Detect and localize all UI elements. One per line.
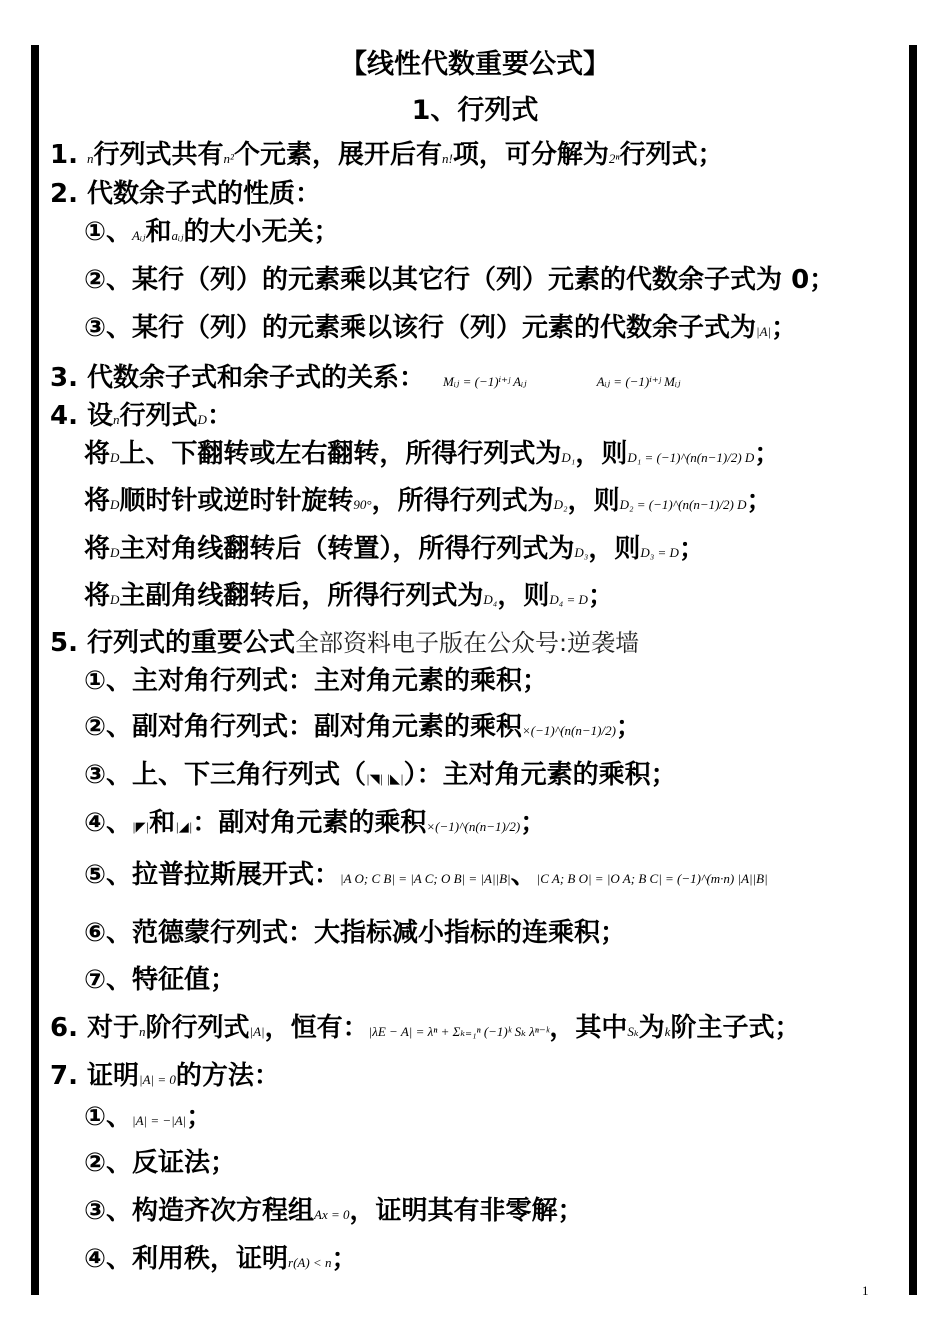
document-title: 【线性代数重要公式】	[340, 49, 610, 80]
item-4-3: 将D主对角线翻转后（转置），所得行列式为D₃，则D₃ = D；	[84, 534, 705, 564]
section-heading: 1、行列式	[411, 95, 539, 126]
item-4-4: 将D主副角线翻转后，所得行列式为D₄，则D₄ = D；	[84, 581, 614, 611]
item-4-1: 将D上、下翻转或左右翻转，所得行列式为D₁，则D₁ = (−1)^(n(n−1)/2) D；	[84, 439, 781, 469]
item-3: 3. 代数余子式和余子式的关系： Mᵢⱼ = (−1)ⁱ⁺ʲ Aᵢⱼ Aᵢⱼ = (−1)ⁱ⁺ʲ Mᵢⱼ	[50, 363, 681, 393]
item-4-2: 将D顺时针或逆时针旋转90°，所得行列式为D₂，则D₂ = (−1)^(n(n−1)/2) D；	[84, 486, 773, 516]
item-4: 4. 设n行列式D：	[50, 401, 233, 431]
item-7-4: ④、利用秩，证明r(A) < n；	[84, 1244, 358, 1274]
item-7-3: ③、构造齐次方程组Ax = 0，证明其有非零解；	[84, 1196, 584, 1226]
item-7-2: ②、反证法；	[84, 1148, 237, 1178]
watermark-text: 全部资料电子版在公众号:逆袭墙	[295, 629, 640, 657]
item-2-1: ①、Aᵢⱼ和aᵢⱼ的大小无关；	[84, 217, 340, 247]
item-5: 5. 行列式的重要公式全部资料电子版在公众号:逆袭墙	[50, 628, 640, 658]
item-2: 2. 代数余子式的性质：	[50, 179, 322, 209]
item-6: 6. 对于n阶行列式|A|，恒有：|λE − A| = λⁿ + Σₖ₌₁ⁿ (−1)ᵏ Sₖ λⁿ⁻ᵏ，其中Sₖ为k阶主子式；	[50, 1013, 801, 1043]
item-5-3: ③、上、下三角行列式（|◥| |◣|）：主对角元素的乘积；	[84, 760, 677, 790]
item-5-5: ⑤、拉普拉斯展开式：|A O; C B| = |A C; O B| = |A||B|、|C A; B O| = |O A; B C| = (−1)^(m·n) |A||B|	[84, 860, 768, 890]
item-5-2: ②、副对角行列式：副对角元素的乘积×(−1)^(n(n−1)/2)；	[84, 712, 642, 742]
item-5-7: ⑦、特征值；	[84, 965, 237, 995]
item-2-2: ②、某行（列）的元素乘以其它行（列）元素的代数余子式为 0；	[84, 265, 836, 295]
item-5-1: ①、主对角行列式：主对角元素的乘积；	[84, 666, 549, 696]
left-margin-bar	[31, 45, 39, 1295]
right-margin-bar	[909, 45, 917, 1295]
item-5-4: ④、|◤|和|◢|：副对角元素的乘积×(−1)^(n(n−1)/2)；	[84, 808, 547, 838]
item-7-1: ①、|A| = −|A|；	[84, 1102, 213, 1132]
item-2-3: ③、某行（列）的元素乘以该行（列）元素的代数余子式为|A|；	[84, 313, 798, 343]
item-5-6: ⑥、范德蒙行列式：大指标减小指标的连乘积；	[84, 918, 627, 948]
item-1: 1. n行列式共有n²个元素，展开后有n!项，可分解为2ⁿ行列式；	[50, 140, 724, 170]
item-7: 7. 证明|A| = 0的方法：	[50, 1061, 280, 1091]
page-number: 1	[862, 1283, 869, 1298]
